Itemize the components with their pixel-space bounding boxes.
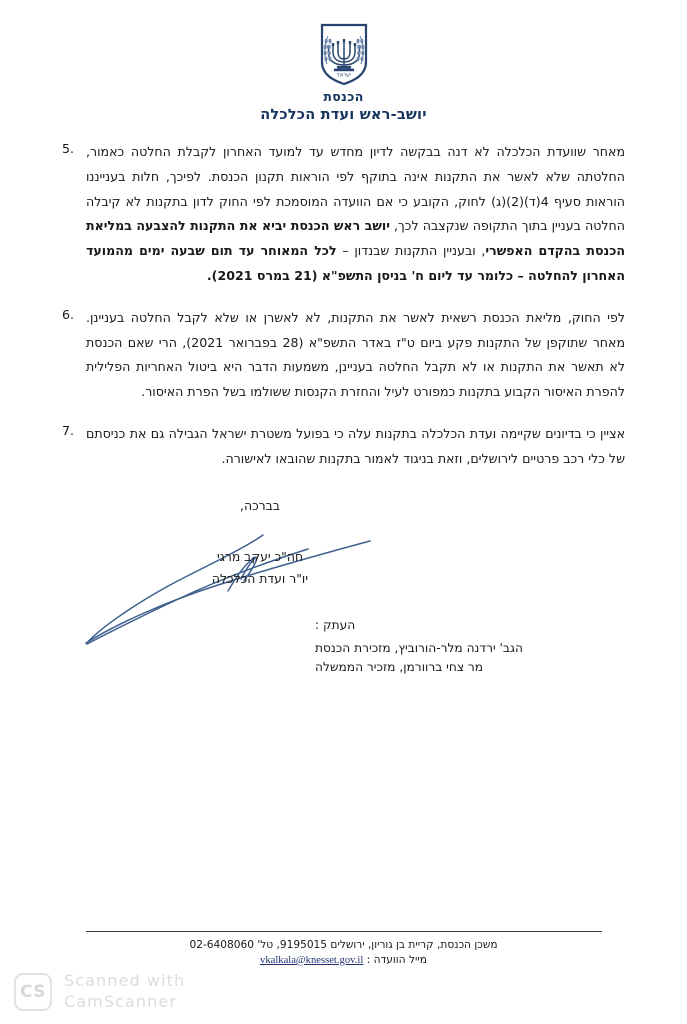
cc-block — [315, 618, 645, 679]
signatory-name: חה"כ יעקב מרגי — [216, 549, 304, 564]
camscanner-caption — [64, 971, 185, 1012]
camscanner-caption-line1: Scanned with — [64, 971, 186, 991]
clause-text — [86, 306, 625, 405]
emblem-caption: ישראל — [336, 72, 351, 79]
organization-name: הכנסת — [323, 89, 364, 104]
israel-state-emblem-icon — [318, 22, 370, 86]
clause-text-run: לפי החוק, מליאת הכנסת רשאית לאשר את התקנות, לא לאשרן או שלא לקבל החלטה בעניינן. מאחר שתוקפן של התקנות פקע ביום ט"ז באדר התשפ"א (28 בפברואר 2021), הרי שאם הכנסת לא תאשר את התקנות או לא תקבל החלטה בעניינן, משמעות הדבר היא ביטול האחריות הפלילית להפרת האיסור הקבוע בתקנות כמפורט לעיל והחזרת הקנסות ששולמו בשל הפרת האיסור. — [86, 309, 625, 400]
page-footer — [0, 931, 687, 966]
clause-text — [86, 422, 625, 472]
clause-text-run: אציין כי בדיונים שקיימה ועדת הכלכלה בתקנות עלה כי בפועל משטרת ישראל הגבילה גם את כניסתם של כלי רכב פרטיים לירושלים, וזאת בניגוד לאמור בתקנות שהובאו לאישורה. — [86, 425, 625, 466]
signatory-title: יו"ר ועדת הכלכלה — [211, 571, 309, 586]
clause-text-run: מאחר שוועדת הכלכלה לא דנה בבקשה לדיון מחדש עד למועד האחרון לקבלת החלטה כאמור, החלטתה שלא לאשר את התקנות אינה בתוקף לפי הוראות תקנון הכנסת. לפיכך, חלות בענייננו הוראות סעיף 4(ד)(2)(ג) לחוק, הקובע כי אם הוועדה המוסמכת לפי החוק לדון בתקנות לא קיבלה החלטה בעניין בתוך התקופה שנקצבה לכך, — [86, 144, 625, 234]
footer-email-link[interactable]: vkalkala@knesset.gov.il — [260, 955, 364, 966]
clause-text-emphasis: יושב ראש הכנסת יביא את התקנות להצבעה במליאת הכנסת בהקדם האפשרי — [86, 218, 626, 259]
camscanner-logo-icon: CS — [14, 973, 52, 1011]
clause-item — [62, 422, 625, 472]
clause-text-run: , ובעניין התקנות שבנדון – — [336, 243, 486, 259]
cc-recipient: הגב' ירדנה מלר-הורוביץ, מזכירת הכנסת — [315, 641, 523, 655]
clause-text — [86, 140, 625, 289]
signature-block — [150, 498, 370, 586]
footer-divider — [86, 931, 602, 932]
organization-role: יושב-ראש ועדת הכלכלה — [260, 107, 427, 123]
signature-greeting: בברכה, — [240, 498, 280, 513]
footer-address: משכן הכנסת, קריית בן גוריון, ירושלים 9195015, טל' 02-6408060 — [189, 939, 498, 951]
clause-number: .6 — [62, 306, 75, 322]
camscanner-caption-line2: CamScanner — [64, 991, 178, 1011]
clause-number: .7 — [62, 422, 75, 438]
letter-body — [62, 140, 625, 489]
clause-text-emphasis: לכל המאוחר עד תום שבעה ימים מהמועד האחרון להחלטה – כלומר עד ליום ח' בניסן התשפ"א (21 במרס 2021). — [86, 243, 625, 283]
footer-email-row — [0, 954, 687, 966]
clause-item — [62, 306, 625, 405]
camscanner-watermark — [14, 971, 185, 1012]
cc-label: העתק : — [315, 618, 356, 632]
letterhead — [0, 22, 687, 123]
clause-number: .5 — [62, 141, 75, 156]
cc-recipient: מר צחי ברוורמן, מזכיר הממשלה — [315, 660, 484, 674]
footer-email-label: מייל הוועדה : — [366, 954, 427, 966]
clause-item — [62, 140, 625, 289]
